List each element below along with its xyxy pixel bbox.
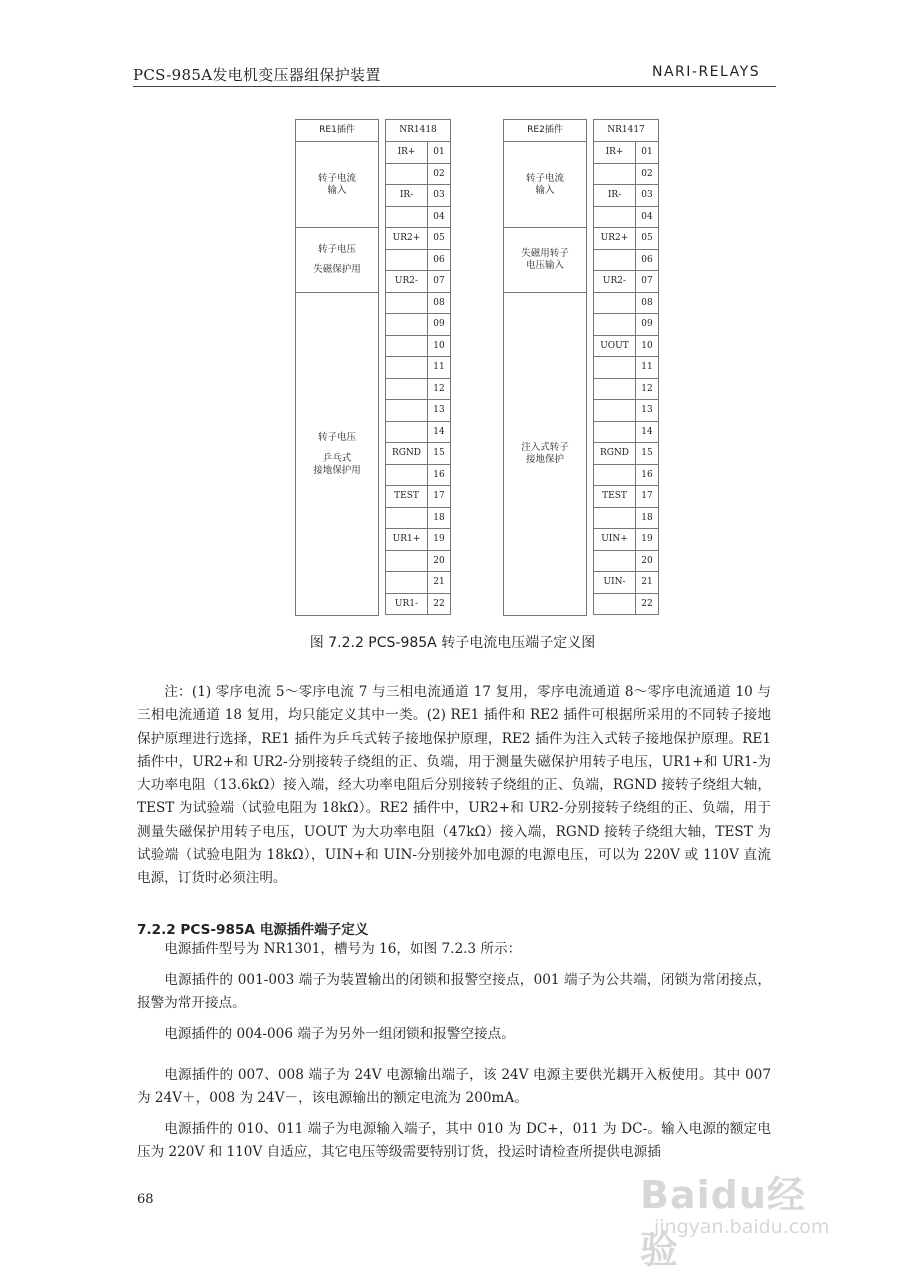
terminal-signal: IR- [386,185,428,206]
terminal-pin-number: 14 [641,426,653,437]
terminal-signal: UIN- [594,572,636,593]
terminal-row [594,336,658,358]
terminal-pin-number: 09 [433,319,445,329]
terminal-pin-number: 05 [433,233,445,243]
terminal-pin-number: 17 [641,491,653,501]
terminal-row [594,529,658,551]
terminal-pin-number: 17 [433,491,445,501]
terminal-signal [594,357,636,378]
terminal-pin-number: 01 [641,147,653,157]
terminal-pin-number: 16 [641,469,653,480]
figure-caption: 图 7.2.2 PCS-985A 转子电流电压端子定义图 [309,635,596,651]
terminal-signal: UOUT [594,336,636,357]
terminal-signal: UR2+ [386,228,428,249]
terminal-row [386,486,450,508]
terminal-row [594,551,658,573]
group-line: 转子电压 [317,431,356,443]
body-paragraph: 电源插件的 004-006 端子为另外一组闭锁和报警空接点。 [164,1026,515,1042]
re1-board-label: NR1418 [386,120,450,142]
watermark-url: jingyan.baidu.com [654,1216,830,1238]
re2-terminal-column [593,119,659,615]
terminal-row [386,336,450,358]
terminal-row [594,271,658,293]
group-line: 接地保护用 [313,464,361,476]
terminal-row [386,529,450,551]
terminal-signal [594,594,636,615]
re2-board-label: NR1417 [594,120,658,142]
terminal-pin-number: 10 [433,340,445,351]
terminal-row [594,164,658,186]
terminal-row [594,594,658,616]
terminal-row [594,185,658,207]
terminal-signal [594,314,636,335]
terminal-pin-number: 05 [641,233,653,243]
terminal-row [386,228,450,250]
terminal-pin-number: 20 [641,555,653,566]
body-paragraph: 电源插件的 001-003 端子为装置输出的闭锁和报警空接点，001 端子为公共端，闭锁为常闭接点，报警为常开接点。 [137,972,771,1012]
terminal-signal: IR+ [386,142,428,163]
body-paragraph: 电源插件的 007、008 端子为 24V 电源输出端子，该 24V 电源主要供光耦开入板使用。其中 007 为 24V＋，008 为 24V－，该电源输出的额定电流为 200mA。 [137,1067,771,1107]
page-header-title: PCS-985A发电机变压器组保护装置 [133,66,381,84]
terminal-signal: UR1- [386,594,428,615]
re2-plugin-label: RE2插件 [504,120,586,142]
terminal-row [386,443,450,465]
terminal-row [594,465,658,487]
terminal-signal: UR1+ [386,529,428,550]
terminal-row [594,400,658,422]
terminal-signal: UR2- [594,271,636,292]
terminal-row [594,207,658,229]
re1-function-column [295,119,379,616]
terminal-pin-number: 13 [433,405,445,415]
re1-group-rotor-voltage-loss-of-excitation [296,228,378,293]
terminal-row [594,572,658,594]
terminal-row [386,551,450,573]
terminal-signal [386,379,428,400]
terminal-signal: TEST [386,486,428,507]
body-paragraph: 电源插件的 010、011 端子为电源输入端子，其中 010 为 DC+，011 为 DC-。输入电源的额定电压为 220V 和 110V 自适应，其它电压等级需要特别订货，投运时请检查所提供电源插 [137,1121,771,1161]
terminal-pin-number: 15 [641,448,653,458]
terminal-row [386,271,450,293]
terminal-pin-number: 13 [641,405,653,415]
terminal-signal [386,357,428,378]
re2-function-column [503,119,587,616]
group-line: 接地保护 [525,454,564,465]
terminal-pin-number: 04 [641,211,653,222]
terminal-pin-number: 09 [641,319,653,329]
terminal-signal [386,250,428,271]
terminal-signal: TEST [594,486,636,507]
terminal-pin-number: 19 [433,534,445,544]
terminal-row [386,465,450,487]
group-line: 输入 [327,184,347,196]
re2-group-rotor-current [504,142,586,228]
terminal-pin-number: 01 [433,147,445,157]
terminal-pin-number: 10 [641,340,653,351]
section-title: 7.2.2 PCS-985A 电源插件端子定义 [137,922,369,938]
terminal-signal [386,422,428,443]
terminal-signal [594,293,636,314]
re2-group-loss-of-excitation-voltage [504,228,586,293]
terminal-pin-number: 16 [433,469,445,480]
terminal-pin-number: 15 [433,448,445,458]
terminal-signal [386,572,428,593]
page-number: 68 [137,1192,154,1207]
terminal-row [386,185,450,207]
terminal-row [594,142,658,164]
watermark-logo: Baidu经验 [640,1173,806,1272]
terminal-signal: IR+ [594,142,636,163]
terminal-pin-number: 02 [433,168,445,179]
terminal-signal [594,465,636,486]
terminal-row [386,142,450,164]
terminal-pin-number: 19 [641,534,653,544]
terminal-row [386,357,450,379]
terminal-signal: IR- [594,185,636,206]
terminal-signal: RGND [594,443,636,464]
re1-group-rotor-current [296,142,378,228]
terminal-signal [386,164,428,185]
terminal-signal [386,551,428,572]
terminal-signal [594,422,636,443]
terminal-signal [386,207,428,228]
terminal-pin-number: 11 [641,362,653,372]
re1-terminal-rows [386,142,450,615]
terminal-row [594,486,658,508]
terminal-pin-number: 12 [433,383,445,394]
terminal-pin-number: 04 [433,211,445,222]
terminal-signal [594,207,636,228]
terminal-signal: UR2- [386,271,428,292]
terminal-pin-number: 08 [433,297,445,308]
terminal-row [386,207,450,229]
body-paragraph: 电源插件型号为 NR1301，槽号为 16，如图 7.2.3 所示： [164,941,522,957]
group-line: 转子电压 [317,244,356,255]
re1-plugin-label: RE1插件 [296,120,378,142]
terminal-pin-number: 06 [641,254,653,265]
group-line: 乒乓式 [322,452,352,464]
re2-terminal-rows [594,142,658,615]
terminal-row [386,164,450,186]
baidu-watermark [640,1164,840,1272]
re1-group-rotor-voltage-pingpong [296,293,378,616]
group-line: 转子电流 [525,172,564,184]
terminal-row [594,228,658,250]
header-divider [133,86,776,87]
group-line: 失磁保护用 [313,264,361,275]
page-header-brand: NARI-RELAYS [652,64,761,80]
terminal-signal [594,379,636,400]
terminal-signal [386,508,428,529]
terminal-signal [386,400,428,421]
terminal-signal [594,250,636,271]
terminal-row [594,293,658,315]
terminal-pin-number: 12 [641,383,653,394]
terminal-signal: UIN+ [594,529,636,550]
re2-group-injection-ground-protection [504,293,586,616]
terminal-row [594,250,658,272]
terminal-row [386,422,450,444]
group-line: 失磁用转子 [521,248,569,259]
terminal-signal [386,293,428,314]
terminal-pin-number: 02 [641,168,653,179]
terminal-row [386,250,450,272]
re1-terminal-column [385,119,451,615]
terminal-pin-number: 03 [433,190,445,200]
group-line: 输入 [535,184,555,196]
terminal-signal [386,465,428,486]
terminal-row [594,508,658,530]
terminal-pin-number: 18 [433,512,445,523]
terminal-signal [594,164,636,185]
terminal-pin-number: 14 [433,426,445,437]
terminal-pin-number: 21 [433,577,445,587]
terminal-row [594,422,658,444]
terminal-signal: UR2+ [594,228,636,249]
terminal-row [386,594,450,616]
terminal-row [386,508,450,530]
terminal-signal [594,400,636,421]
group-line: 注入式转子 [521,442,569,453]
group-line: 转子电流 [317,172,356,184]
terminal-pin-number: 21 [641,577,653,587]
terminal-signal: RGND [386,443,428,464]
terminal-pin-number: 07 [433,276,445,286]
terminal-row [594,314,658,336]
terminal-row [386,572,450,594]
terminal-row [386,400,450,422]
terminal-pin-number: 08 [641,297,653,308]
terminal-pin-number: 03 [641,190,653,200]
terminal-pin-number: 11 [433,362,445,372]
terminal-pin-number: 20 [433,555,445,566]
terminal-pin-number: 18 [641,512,653,523]
terminal-signal [386,336,428,357]
terminal-row [594,379,658,401]
terminal-row [386,379,450,401]
terminal-signal [386,314,428,335]
terminal-pin-number: 07 [641,276,653,286]
terminal-pin-number: 22 [641,598,653,609]
group-line: 电压输入 [525,260,564,271]
terminal-pin-number: 22 [433,598,445,609]
note-paragraph: 注：(1) 零序电流 5～零序电流 7 与三相电流通道 17 复用，零序电流通道 8～零序电流通道 10 与三相电流通道 18 复用，均只能定义其中一类。(2) RE1 插件和 RE2 插件可根据所采用的不同转子接地保护原理进行选择，RE1 插件为乒乓式转子接地保护原理，RE2 插件为注入式转子接地保护原理。RE1 插件中，UR2+和 UR2-分别接转子绕组的正、负端，用于测量失磁保护用转子电压，UR1+和 UR1-为大功率电阻（13.6kΩ）接入端，经大功率电阻后分别接转子绕组的正、负端，RGND 接转子绕组大轴，TEST 为试验端（试验电阻为 18kΩ）。RE2 插件中，UR2+和 UR2-分别接转子绕组的正、负端，用于测量失磁保护用转子电压，UOUT 为大功率电阻（47kΩ）接入端，RGND 接转子绕组大轴，TEST 为试验端（试验电阻为 18kΩ），UIN+和 UIN-分别接外加电源的电源电压，可以为 220V 或 110V 直流电源，订货时必须注明。 [137,684,771,887]
terminal-signal [594,551,636,572]
terminal-row [386,293,450,315]
terminal-row [386,314,450,336]
terminal-pin-number: 06 [433,254,445,265]
terminal-signal [594,508,636,529]
terminal-row [594,357,658,379]
terminal-row [594,443,658,465]
